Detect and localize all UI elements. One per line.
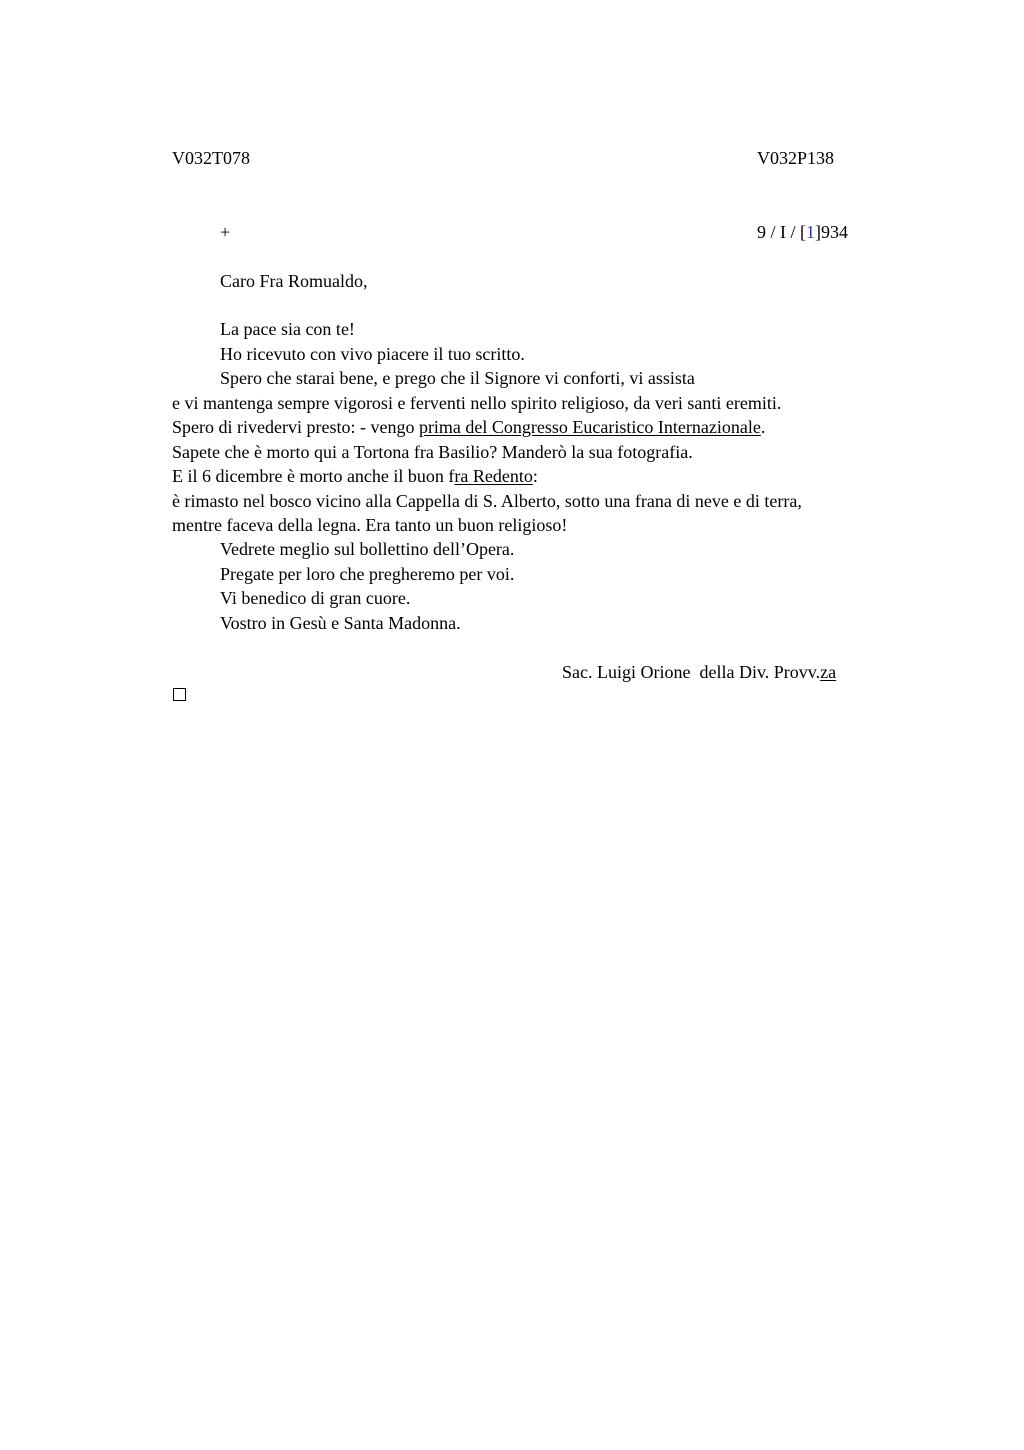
date-suffix: ]934: [815, 222, 848, 242]
underlined-text: ra Redento: [454, 466, 533, 486]
body-line: [172, 416, 765, 438]
date-prefix: 9 / I / [: [757, 222, 806, 242]
underlined-text: prima del Congresso Eucaristico Internazionale: [418, 417, 761, 437]
body-line: è rimasto nel bosco vicino alla Cappella di S. Alberto, sotto una frana di neve e di terra,: [172, 491, 802, 511]
body-line: mentre faceva della legna. Era tanto un buon religioso!: [172, 515, 568, 535]
body-line: Spero che starai bene, e prego che il Signore vi conforti, vi assista: [220, 368, 695, 388]
checkbox-square-icon: [173, 688, 186, 701]
body-line: Vi benedico di gran cuore.: [220, 588, 411, 608]
body-text: .: [760, 417, 766, 437]
signature: [562, 661, 836, 683]
body-text: E il 6 dicembre è morto anche il buon f: [172, 466, 455, 486]
body-line: Ho ricevuto con vivo piacere il tuo scritto.: [220, 344, 525, 364]
letter-date: [757, 221, 848, 243]
body-line: Vostro in Gesù e Santa Madonna.: [220, 613, 461, 633]
body-text: Spero di rivedervi presto: - vengo: [172, 417, 419, 437]
signature-underlined-text: za: [820, 662, 837, 682]
signature-text: Sac. Luigi Orione della Div. Provv.: [562, 662, 821, 682]
header-left-code: V032T078: [172, 148, 250, 168]
body-line: e vi mantenga sempre vigorosi e ferventi nello spirito religioso, da veri santi eremiti.: [172, 393, 782, 413]
body-line: La pace sia con te!: [220, 319, 355, 339]
body-line: Pregate per loro che pregheremo per voi.: [220, 564, 515, 584]
body-text: :: [532, 466, 538, 486]
date-bracket-digit: 1: [806, 222, 815, 242]
header-right-code: V032P138: [757, 148, 835, 168]
cross-symbol: +: [220, 222, 231, 242]
salutation: Caro Fra Romualdo,: [220, 271, 368, 291]
body-line: [172, 465, 538, 487]
body-line: Vedrete meglio sul bollettino dell’Opera.: [220, 539, 515, 559]
body-line: Sapete che è morto qui a Tortona fra Basilio? Manderò la sua fotografia.: [172, 442, 693, 462]
